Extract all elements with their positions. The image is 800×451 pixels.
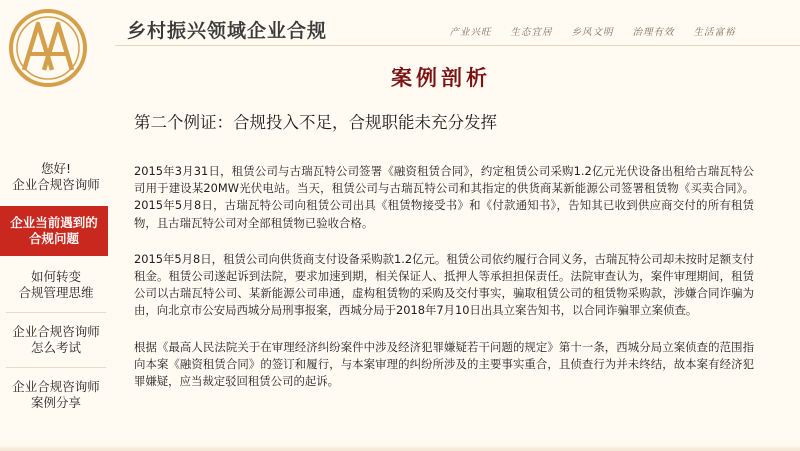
section-title: 案例剖析: [391, 65, 491, 90]
sidebar-item-line2: 怎么考试: [30, 340, 81, 355]
sidebar-item-line1: 企业合规咨询师: [12, 379, 100, 394]
case-content: [134, 163, 754, 409]
sidebar-item-mindset[interactable]: [0, 258, 112, 312]
case-heading: 第二个例证：合规投入不足，合规职能未充分发挥: [134, 113, 497, 132]
nav-item-culture[interactable]: 乡风文明: [571, 27, 614, 38]
sidebar-item-cases[interactable]: [0, 368, 112, 422]
sidebar-item-line2: 合规管理思维: [18, 285, 94, 300]
case-paragraph: 2015年5月8日，租赁公司向供货商支付设备采购款1.2亿元。租赁公司依约履行合同义务，古瑞瓦特公司却未按时足额支付租金。租赁公司遂起诉到法院，要求加速到期，相关保证人、抵押人等承担担保责任。法院审查认为，案件审理期间，租赁公司以古瑞瓦特公司、某新能源公司串通，虚构租赁物的采购及交付事实，骗取租赁公司的租赁物采购款，涉嫌合同诈骗为由，向北京市公安局西城分局刑事报案，西城分局于2018年7月10日出具立案告知书，以合同诈骗罪立案侦查。: [134, 251, 754, 318]
sidebar-item-current-issues[interactable]: [0, 206, 108, 256]
case-paragraph: 2015年3月31日，租赁公司与古瑞瓦特公司签署《融资租赁合同》，约定租赁公司采购1.2亿元光伏设备出租给古瑞瓦特公司用于建设某20MW光伏电站。当天，租赁公司与古瑞瓦特公司和其指定的供货商某新能源公司签署租赁物《买卖合同》。2015年5月8日，古瑞瓦特公司向租赁公司出具《租赁物接受书》和《付款通知书》，告知其已收到供应商交付的所有租赁物，且古瑞瓦特公司对全部租赁物已验收合格。: [134, 164, 754, 230]
sidebar-item-line2: 案例分享: [30, 395, 81, 410]
header-divider: [115, 45, 800, 46]
sidebar-item-line2: 合规问题: [28, 231, 79, 246]
sidebar: [0, 150, 112, 422]
sidebar-item-line1: 您好!: [40, 161, 71, 176]
sidebar-item-exam[interactable]: [0, 313, 112, 367]
site-title: 乡村振兴领域企业合规: [127, 20, 328, 42]
nav-item-industry[interactable]: 产业兴旺: [449, 27, 492, 38]
sidebar-item-line1: 如何转变: [30, 269, 81, 284]
bottom-border: [0, 445, 800, 451]
sidebar-item-line1: 企业合规咨询师: [12, 324, 100, 339]
sidebar-item-line2: 企业合规咨询师: [12, 177, 100, 192]
top-nav: [440, 24, 745, 38]
sidebar-item-greeting[interactable]: [0, 150, 112, 204]
nav-item-ecology[interactable]: 生态宜居: [510, 27, 553, 38]
case-paragraph: 根据《最高人民法院关于在审理经济纠纷案件中涉及经济犯罪嫌疑若干问题的规定》第十一条，西城分局立案侦查的范围指向本案《融资租赁合同》的签订和履行，与本案审理的纠纷所涉及的主要事实重合，且侦查行为并未终结，故本案有经济犯罪嫌疑，应当裁定驳回租赁公司的起诉。: [134, 339, 754, 389]
nav-item-livelihood[interactable]: 生活富裕: [693, 27, 736, 38]
sidebar-item-line1: 企业当前遇到的: [10, 215, 98, 230]
nav-item-governance[interactable]: 治理有效: [632, 27, 675, 38]
